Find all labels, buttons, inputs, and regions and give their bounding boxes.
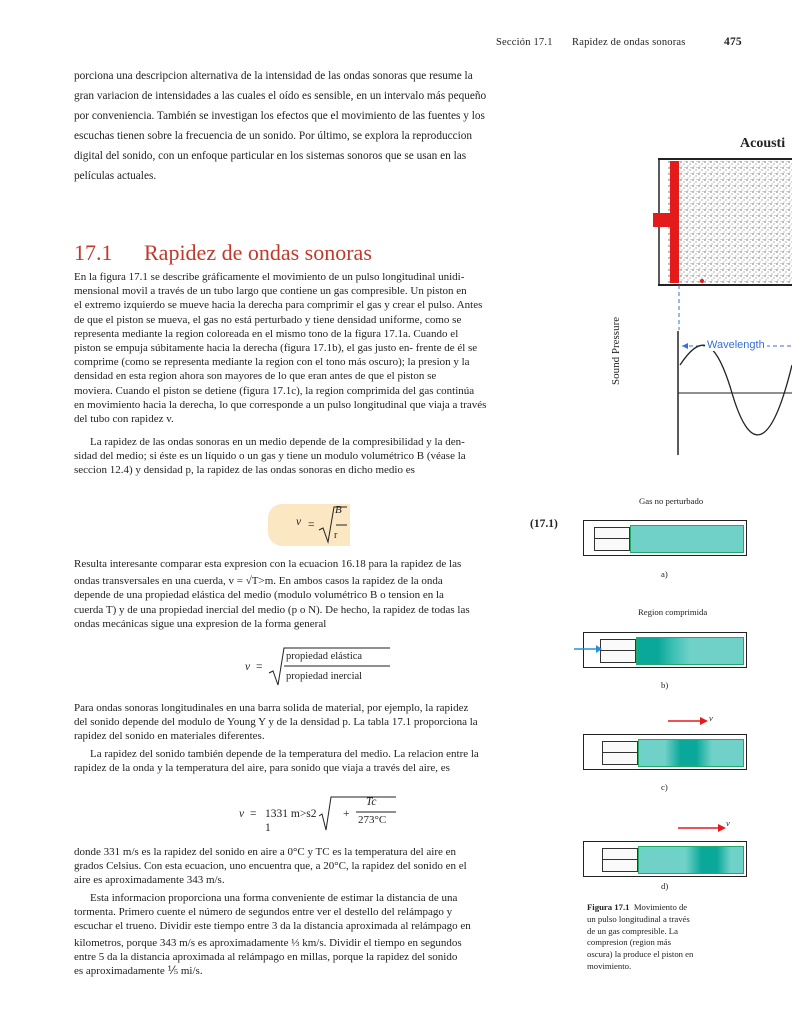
text-line: cuerda T) y de una propiedad inercial del medio (p o N). De hecho, la rapidez de todas las	[74, 603, 470, 616]
fig-label-compressed: Region comprimida	[638, 607, 708, 617]
intro-line: gran variacion de intensidades a las cuales el oído es sensible, en un intervalo más pequeño	[74, 90, 487, 102]
gas-b	[636, 637, 744, 665]
paragraph-7	[74, 891, 566, 978]
tube-d	[583, 841, 747, 877]
text-line: rapidez de la onda y la temperatura del aire, para sonido que viaja a través del aire, es	[74, 762, 450, 775]
text-line: La rapidez del sonido también depende de la temperatura del medio. La relacion entre la	[90, 748, 479, 760]
intro-line: digital del sonido, con un enfoque particular en los sistemas sonoros que se usan en las	[74, 150, 467, 162]
text-line: Para ondas sonoras longitudinales en una barra solida de material, por ejemplo, la rapidez	[74, 702, 469, 714]
eq2-equals: =	[256, 661, 263, 673]
gas-c	[638, 739, 744, 767]
text-line: tormenta. Primero cuente el número de segundos entre ver el destello del relámpago y	[74, 906, 453, 919]
caption-line: Movimiento de	[633, 902, 688, 912]
intro-line: escuchas tienen sobre la frecuencia de un sonido. Por último, se explora la reproduccion	[74, 130, 473, 142]
text-line: ondas mecánicas sigue una expresion de la forma general	[74, 617, 327, 630]
tube-a	[583, 520, 747, 556]
wavelength-label: Wavelength	[707, 339, 765, 351]
text-line: seccion 12.4) y densidad p, la rapidez de las ondas sonoras en dicho medio es	[74, 464, 415, 477]
text-line: del tubo con rapidez v.	[74, 413, 174, 426]
text-line: sidad del medio; si éste es un líquido o un gas y tiene un modulo volumétrico B (véase la	[74, 450, 466, 463]
piston-b	[600, 639, 636, 663]
text-line: grados Celsius. Con esta ecuacion, uno encuentra que, a 20°C, la rapidez del sonido en el	[74, 860, 467, 873]
eq2-denominator: propiedad inercial	[286, 671, 363, 682]
intro-line: por conveniencia. También se investigan los efectos que el movimiento de las fuentes y los	[74, 110, 485, 122]
text-line: el extremo izquierdo se mueve hacia la derecha para comprimir el gas y crear el pulso. Antes	[74, 299, 483, 312]
text-line: piston se empuja súbitamente hacia la derecha (figura 17.1b), el gas justo en- frente de él se	[74, 342, 478, 355]
gas-d	[638, 846, 744, 874]
paragraph-1	[74, 270, 566, 426]
paragraph-6	[74, 845, 566, 888]
text-line: en movimiento hacia la derecha, lo que corresponde a un pulso longitudinal que viaja a través	[74, 398, 487, 411]
sound-pressure-label: Sound Pressure	[610, 316, 622, 385]
caption-line: un pulso longitudinal a través	[587, 913, 690, 924]
eq1-radical	[318, 504, 348, 546]
piston-c	[602, 741, 638, 765]
text-line: escuchar el trueno. Dividir este tiempo entre 3 da la distancia aproximada al relámpago en	[74, 920, 471, 933]
eq2-lhs: v	[245, 661, 251, 673]
caption-figure-number: Figura 17.1	[587, 902, 630, 912]
text-line: donde 331 m/s es la rapidez del sonido en aire a 0°C y TC es la temperatura del aire en	[74, 846, 457, 858]
page-number: 475	[724, 36, 742, 48]
eq1-equals: =	[308, 519, 315, 531]
velocity-label-d: v	[726, 818, 730, 828]
fig-c-label: c)	[661, 782, 668, 792]
text-line: comprime (como se representa mediante la region con el tono más oscuro); la presion y la	[74, 356, 470, 369]
tube-b	[583, 632, 747, 668]
eq2-numerator: propiedad elástica	[286, 651, 363, 662]
eq1-lhs: v	[296, 516, 302, 528]
tube-c	[583, 734, 747, 770]
figure-caption	[587, 902, 737, 973]
text-line: de que el piston se mueva, el gas no está perturbado y tiene densidad uniforme, como se	[74, 313, 462, 326]
push-arrow	[574, 644, 602, 654]
fig-b-label: b)	[661, 680, 669, 690]
text-line: La rapidez de las ondas sonoras en un medio depende de la compresibilidad y la den-	[90, 436, 465, 448]
text-line: densidad en esta region ahora son mayores de lo que eran antes de que el piston se	[74, 370, 437, 383]
equation-number: (17.1)	[530, 518, 558, 530]
text-line: Esta informacion proporciona una forma conveniente de estimar la distancia de una	[90, 892, 458, 904]
eq3-lhs: v	[239, 808, 245, 820]
caption-line: de un gas compresible. La	[587, 925, 678, 936]
eq1-denominator: r	[334, 530, 338, 541]
fig-a-label: a)	[661, 569, 668, 579]
velocity-arrow-d	[678, 823, 726, 833]
paragraph-3	[74, 557, 566, 631]
running-header-title: Rapidez de ondas sonoras	[572, 37, 686, 48]
paragraph-2	[74, 435, 566, 478]
acoustic-diagram	[620, 155, 792, 455]
eq3-denominator: 273°C	[358, 814, 387, 826]
velocity-arrow-c	[668, 716, 708, 726]
caption-line: oscura) la produce el piston en	[587, 949, 694, 960]
eq3-one: 1	[265, 822, 271, 834]
text-line: depende de una propiedad elástica del medio (modulo volumétrico B o tension en la	[74, 589, 444, 602]
intro-line: porciona una descripcion alternativa de la intensidad de las ondas sonoras que resume la	[74, 70, 473, 82]
eq3-equals: =	[250, 808, 257, 820]
paragraph-5	[74, 747, 566, 775]
velocity-label-c: v	[709, 713, 713, 723]
text-line: mensional movil a través de un tubo largo que contiene un gas compresible. Un piston en	[74, 285, 467, 298]
caption-line: compresion (region más	[587, 937, 671, 948]
intro-line: películas actuales.	[74, 170, 157, 182]
eq3-plus: +	[343, 808, 350, 820]
text-line: es aproximadamente ⅕ mi/s.	[74, 965, 203, 978]
running-header-section: Sección 17.1	[496, 37, 553, 48]
text-line: Resulta interesante comparar esta expresion con la ecuacion 16.18 para la rapidez de las	[74, 558, 462, 570]
paragraph-4	[74, 701, 566, 744]
text-line: moviera. Cuando el piston se detiene (figura 17.1c), la region comprimida del gas continúa	[74, 384, 475, 397]
caption-line: movimiento.	[587, 960, 632, 971]
text-line: representa mediante la region coloreada en el mismo tono de la figura 17.1a. Cuando el	[74, 327, 459, 340]
fig-d-label: d)	[661, 881, 669, 891]
text-line: kilometros, porque 343 m/s es aproximadamente ⅓ km/s. Dividir el tiempo en segundos	[74, 936, 462, 949]
eq3-coefficient: 1331 m>s2	[265, 808, 317, 820]
text-line: En la figura 17.1 se describe gráficamente el movimiento de un pulso longitudinal unidi-	[74, 271, 465, 283]
eq3-tc: Tc	[366, 796, 377, 808]
text-line: aire es aproximadamente 343 m/s.	[74, 874, 225, 887]
piston-d	[602, 848, 638, 872]
acoustic-figure-title: Acousti	[740, 136, 786, 151]
text-line: rapidez del sonido en materiales diferentes.	[74, 730, 265, 743]
text-line: ondas transversales en una cuerda, v = √T>m. En ambos casos la rapidez de la onda	[74, 575, 443, 588]
text-line: del sonido depende del modulo de Young Y y de la densidad p. La tabla 17.1 proporciona la	[74, 716, 478, 729]
fig-label-undisturbed: Gas no perturbado	[639, 496, 704, 506]
eq1-numerator: B	[335, 504, 342, 516]
section-number: 17.1	[74, 240, 113, 265]
piston-a	[594, 527, 630, 551]
text-line: entre 5 da la distancia aproximada al relámpago en millas, porque la rapidez del sonido	[74, 950, 458, 963]
gas-a	[630, 525, 744, 553]
section-title: Rapidez de ondas sonoras	[144, 240, 372, 265]
intro-paragraph	[74, 66, 566, 186]
